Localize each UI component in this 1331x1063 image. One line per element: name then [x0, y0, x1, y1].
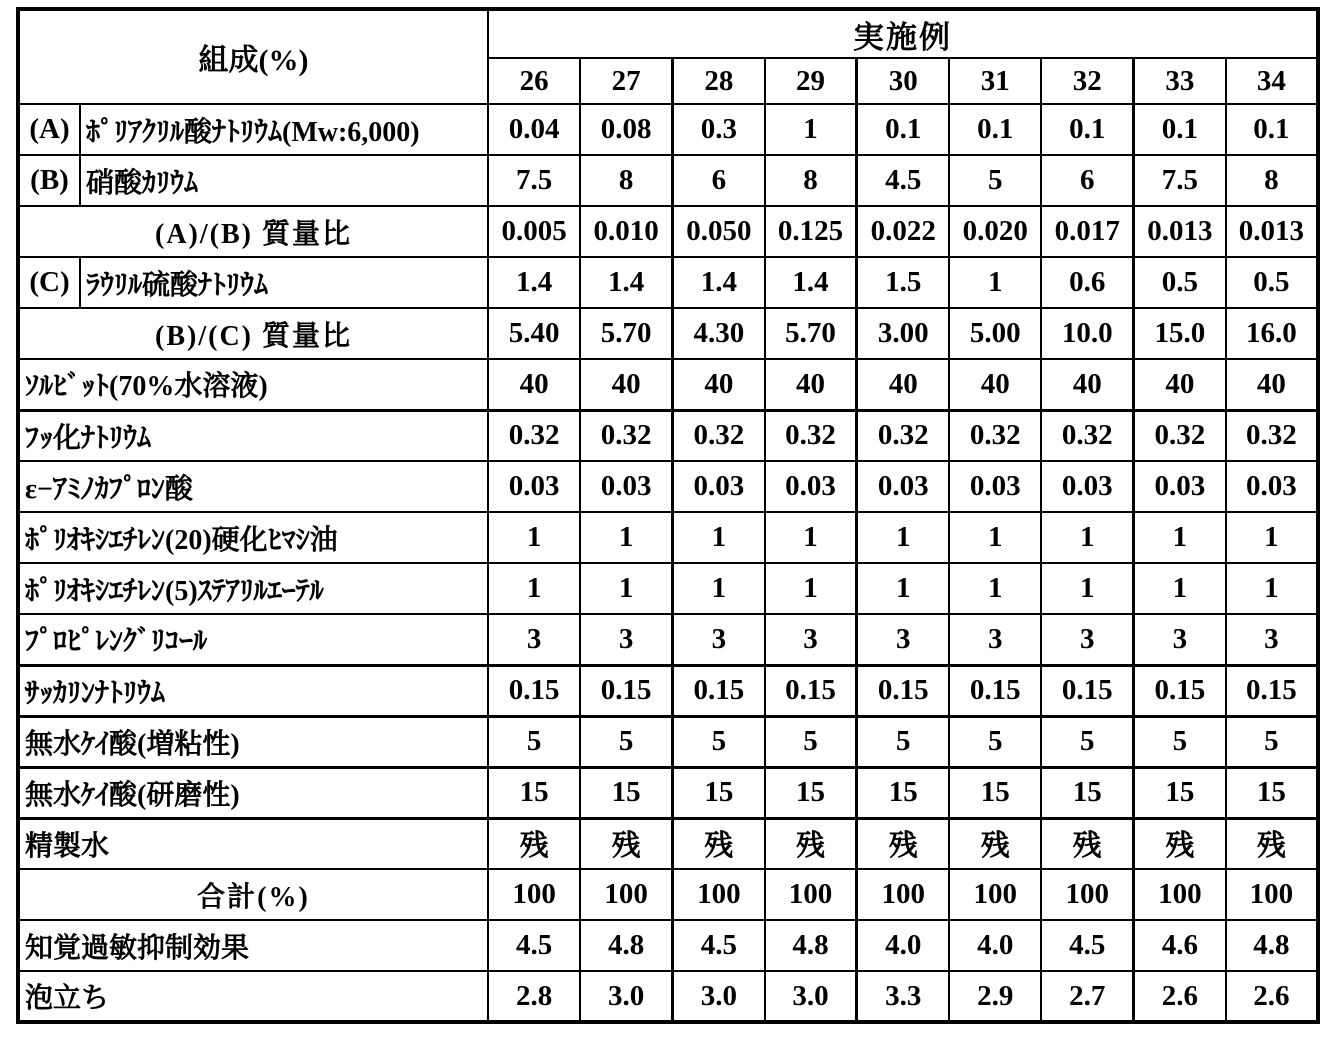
value-cell: 100 — [580, 869, 672, 920]
value-cell: 3.3 — [857, 971, 949, 1022]
value-cell: 1 — [857, 512, 949, 563]
value-cell: 0.1 — [857, 104, 949, 155]
value-cell: 0.5 — [1226, 257, 1318, 308]
value-cell: 4.6 — [1134, 920, 1226, 971]
value-cell: 15 — [580, 767, 672, 818]
value-cell: 100 — [765, 869, 857, 920]
value-cell: 1 — [949, 257, 1041, 308]
value-cell: 0.15 — [488, 665, 580, 716]
value-cell: 8 — [1226, 155, 1318, 206]
value-cell: 5.00 — [949, 308, 1041, 359]
value-cell: 0.15 — [765, 665, 857, 716]
value-cell: 0.15 — [949, 665, 1041, 716]
value-cell: 残 — [1134, 818, 1226, 869]
value-cell: 0.32 — [672, 410, 764, 461]
value-cell: 5 — [488, 716, 580, 767]
value-cell: 0.15 — [1041, 665, 1133, 716]
component-marker: (C) — [18, 257, 80, 308]
value-cell: 2.8 — [488, 971, 580, 1022]
value-cell: 0.03 — [488, 461, 580, 512]
value-cell: 40 — [949, 359, 1041, 410]
table-header — [18, 9, 1318, 104]
value-cell: 0.020 — [949, 206, 1041, 257]
value-cell: 4.5 — [1041, 920, 1133, 971]
example-number: 30 — [857, 58, 949, 104]
value-cell: 15 — [1041, 767, 1133, 818]
example-number: 31 — [949, 58, 1041, 104]
value-cell: 0.3 — [672, 104, 764, 155]
table-row — [18, 104, 1318, 155]
value-cell: 3.0 — [672, 971, 764, 1022]
table-row — [18, 920, 1318, 971]
value-cell: 5.70 — [765, 308, 857, 359]
ingredient-label: ε−ｱﾐﾉｶﾌﾟﾛﾝ酸 — [18, 461, 488, 512]
ingredient-label: ﾎﾟﾘｵｷｼｴﾁﾚﾝ(5)ｽﾃｱﾘﾙｴｰﾃﾙ — [18, 563, 488, 614]
value-cell: 3 — [949, 614, 1041, 665]
composition-table — [16, 7, 1320, 1024]
value-cell: 0.15 — [1226, 665, 1318, 716]
value-cell: 0.6 — [1041, 257, 1133, 308]
value-cell: 1 — [949, 563, 1041, 614]
value-cell: 100 — [1226, 869, 1318, 920]
value-cell: 1 — [672, 512, 764, 563]
table-row — [18, 410, 1318, 461]
value-cell: 1 — [1134, 512, 1226, 563]
value-cell: 40 — [488, 359, 580, 410]
value-cell: 0.1 — [1226, 104, 1318, 155]
value-cell: 3 — [765, 614, 857, 665]
value-cell: 残 — [488, 818, 580, 869]
examples-header: 実施例 — [488, 9, 1318, 58]
value-cell: 100 — [857, 869, 949, 920]
value-cell: 5.70 — [580, 308, 672, 359]
value-cell: 0.15 — [580, 665, 672, 716]
value-cell: 5 — [1041, 716, 1133, 767]
value-cell: 0.32 — [1041, 410, 1133, 461]
value-cell: 0.32 — [1226, 410, 1318, 461]
table-row — [18, 308, 1318, 359]
value-cell: 1.4 — [488, 257, 580, 308]
value-cell: 15 — [949, 767, 1041, 818]
value-cell: 残 — [1041, 818, 1133, 869]
value-cell: 5 — [857, 716, 949, 767]
value-cell: 残 — [580, 818, 672, 869]
value-cell: 15.0 — [1134, 308, 1226, 359]
value-cell: 5 — [765, 716, 857, 767]
value-cell: 40 — [672, 359, 764, 410]
value-cell: 15 — [1134, 767, 1226, 818]
ingredient-label: ﾌﾟﾛﾋﾟﾚﾝｸﾞﾘｺｰﾙ — [18, 614, 488, 665]
value-cell: 1 — [580, 512, 672, 563]
value-cell: 0.1 — [949, 104, 1041, 155]
value-cell: 残 — [857, 818, 949, 869]
value-cell: 100 — [1134, 869, 1226, 920]
ingredient-label: ﾎﾟﾘｱｸﾘﾙ酸ﾅﾄﾘｳﾑ(Mw:6,000) — [80, 104, 488, 155]
ingredient-label: ﾎﾟﾘｵｷｼｴﾁﾚﾝ(20)硬化ﾋﾏｼ油 — [18, 512, 488, 563]
value-cell: 2.6 — [1226, 971, 1318, 1022]
value-cell: 3.00 — [857, 308, 949, 359]
table-row — [18, 767, 1318, 818]
value-cell: 2.6 — [1134, 971, 1226, 1022]
value-cell: 0.04 — [488, 104, 580, 155]
value-cell: 5 — [1134, 716, 1226, 767]
value-cell: 40 — [1134, 359, 1226, 410]
value-cell: 4.8 — [1226, 920, 1318, 971]
value-cell: 3 — [1041, 614, 1133, 665]
value-cell: 0.03 — [765, 461, 857, 512]
value-cell: 3 — [1226, 614, 1318, 665]
value-cell: 1.4 — [765, 257, 857, 308]
value-cell: 100 — [949, 869, 1041, 920]
value-cell: 15 — [857, 767, 949, 818]
table-row — [18, 257, 1318, 308]
value-cell: 1 — [1041, 512, 1133, 563]
value-cell: 0.03 — [1041, 461, 1133, 512]
value-cell: 15 — [488, 767, 580, 818]
table-row — [18, 563, 1318, 614]
value-cell: 8 — [580, 155, 672, 206]
value-cell: 0.050 — [672, 206, 764, 257]
example-number: 26 — [488, 58, 580, 104]
header-row-top — [18, 9, 1318, 58]
value-cell: 40 — [1226, 359, 1318, 410]
value-cell: 4.5 — [488, 920, 580, 971]
component-marker: (B) — [18, 155, 80, 206]
value-cell: 4.30 — [672, 308, 764, 359]
ingredient-label: 無水ｹｲ酸(増粘性) — [18, 716, 488, 767]
value-cell: 1.4 — [580, 257, 672, 308]
summary-label: 合計(%) — [18, 869, 488, 920]
value-cell: 0.022 — [857, 206, 949, 257]
value-cell: 残 — [672, 818, 764, 869]
value-cell: 15 — [765, 767, 857, 818]
value-cell: 2.7 — [1041, 971, 1133, 1022]
ingredient-label: 無水ｹｲ酸(研磨性) — [18, 767, 488, 818]
value-cell: 0.15 — [672, 665, 764, 716]
value-cell: 7.5 — [1134, 155, 1226, 206]
value-cell: 3 — [488, 614, 580, 665]
value-cell: 0.32 — [857, 410, 949, 461]
example-number: 28 — [672, 58, 764, 104]
value-cell: 100 — [672, 869, 764, 920]
value-cell: 0.5 — [1134, 257, 1226, 308]
example-number: 29 — [765, 58, 857, 104]
value-cell: 5 — [580, 716, 672, 767]
value-cell: 1 — [857, 563, 949, 614]
value-cell: 0.15 — [857, 665, 949, 716]
value-cell: 6 — [672, 155, 764, 206]
ingredient-label: ﾌｯ化ﾅﾄﾘｳﾑ — [18, 410, 488, 461]
value-cell: 5 — [949, 716, 1041, 767]
value-cell: 0.03 — [1226, 461, 1318, 512]
value-cell: 1 — [949, 512, 1041, 563]
value-cell: 0.013 — [1134, 206, 1226, 257]
example-number: 32 — [1041, 58, 1133, 104]
value-cell: 0.32 — [765, 410, 857, 461]
value-cell: 0.1 — [1134, 104, 1226, 155]
value-cell: 0.03 — [949, 461, 1041, 512]
value-cell: 40 — [765, 359, 857, 410]
value-cell: 0.010 — [580, 206, 672, 257]
value-cell: 0.125 — [765, 206, 857, 257]
example-number: 34 — [1226, 58, 1318, 104]
value-cell: 10.0 — [1041, 308, 1133, 359]
table-row — [18, 206, 1318, 257]
ingredient-label: ｻｯｶﾘﾝﾅﾄﾘｳﾑ — [18, 665, 488, 716]
value-cell: 1 — [488, 512, 580, 563]
value-cell: 1 — [765, 512, 857, 563]
value-cell: 0.15 — [1134, 665, 1226, 716]
value-cell: 4.5 — [857, 155, 949, 206]
value-cell: 6 — [1041, 155, 1133, 206]
value-cell: 5.40 — [488, 308, 580, 359]
value-cell: 3 — [580, 614, 672, 665]
value-cell: 5 — [672, 716, 764, 767]
ingredient-label: 精製水 — [18, 818, 488, 869]
value-cell: 40 — [1041, 359, 1133, 410]
summary-label: (B)/(C) 質量比 — [18, 308, 488, 359]
value-cell: 3.0 — [580, 971, 672, 1022]
value-cell: 7.5 — [488, 155, 580, 206]
value-cell: 0.32 — [488, 410, 580, 461]
value-cell: 4.0 — [949, 920, 1041, 971]
table-row — [18, 971, 1318, 1022]
ingredient-label: ｿﾙﾋﾞｯﾄ(70%水溶液) — [18, 359, 488, 410]
value-cell: 0.32 — [1134, 410, 1226, 461]
value-cell: 100 — [1041, 869, 1133, 920]
value-cell: 1 — [765, 563, 857, 614]
example-number: 27 — [580, 58, 672, 104]
value-cell: 残 — [765, 818, 857, 869]
value-cell: 4.8 — [765, 920, 857, 971]
table-row — [18, 818, 1318, 869]
value-cell: 3 — [857, 614, 949, 665]
table-row — [18, 665, 1318, 716]
value-cell: 0.08 — [580, 104, 672, 155]
value-cell: 3.0 — [765, 971, 857, 1022]
value-cell: 0.03 — [672, 461, 764, 512]
value-cell: 1.5 — [857, 257, 949, 308]
value-cell: 16.0 — [1226, 308, 1318, 359]
value-cell: 40 — [857, 359, 949, 410]
value-cell: 1 — [488, 563, 580, 614]
value-cell: 5 — [949, 155, 1041, 206]
value-cell: 0.005 — [488, 206, 580, 257]
value-cell: 0.1 — [1041, 104, 1133, 155]
composition-table-body — [18, 104, 1318, 1022]
value-cell: 3 — [1134, 614, 1226, 665]
value-cell: 1.4 — [672, 257, 764, 308]
value-cell: 1 — [1041, 563, 1133, 614]
value-cell: 0.32 — [580, 410, 672, 461]
value-cell: 0.32 — [949, 410, 1041, 461]
table-row — [18, 359, 1318, 410]
ingredient-label: 知覚過敏抑制効果 — [18, 920, 488, 971]
value-cell: 4.0 — [857, 920, 949, 971]
table-row — [18, 869, 1318, 920]
value-cell: 4.5 — [672, 920, 764, 971]
composition-header: 組成(%) — [18, 9, 488, 104]
value-cell: 2.9 — [949, 971, 1041, 1022]
table-row — [18, 716, 1318, 767]
table-row — [18, 512, 1318, 563]
value-cell: 1 — [672, 563, 764, 614]
value-cell: 3 — [672, 614, 764, 665]
value-cell: 5 — [1226, 716, 1318, 767]
value-cell: 0.03 — [580, 461, 672, 512]
value-cell: 残 — [949, 818, 1041, 869]
value-cell: 40 — [580, 359, 672, 410]
value-cell: 4.8 — [580, 920, 672, 971]
value-cell: 0.017 — [1041, 206, 1133, 257]
component-marker: (A) — [18, 104, 80, 155]
value-cell: 0.013 — [1226, 206, 1318, 257]
table-row — [18, 461, 1318, 512]
value-cell: 0.03 — [857, 461, 949, 512]
value-cell: 残 — [1226, 818, 1318, 869]
value-cell: 0.03 — [1134, 461, 1226, 512]
value-cell: 1 — [765, 104, 857, 155]
ingredient-label: ﾗｳﾘﾙ硫酸ﾅﾄﾘｳﾑ — [80, 257, 488, 308]
ingredient-label: 硝酸ｶﾘｳﾑ — [80, 155, 488, 206]
value-cell: 1 — [1226, 563, 1318, 614]
example-number: 33 — [1134, 58, 1226, 104]
value-cell: 15 — [672, 767, 764, 818]
value-cell: 1 — [1134, 563, 1226, 614]
value-cell: 15 — [1226, 767, 1318, 818]
summary-label: (A)/(B) 質量比 — [18, 206, 488, 257]
value-cell: 1 — [580, 563, 672, 614]
value-cell: 100 — [488, 869, 580, 920]
value-cell: 8 — [765, 155, 857, 206]
ingredient-label: 泡立ち — [18, 971, 488, 1022]
value-cell: 1 — [1226, 512, 1318, 563]
table-row — [18, 614, 1318, 665]
table-row — [18, 155, 1318, 206]
